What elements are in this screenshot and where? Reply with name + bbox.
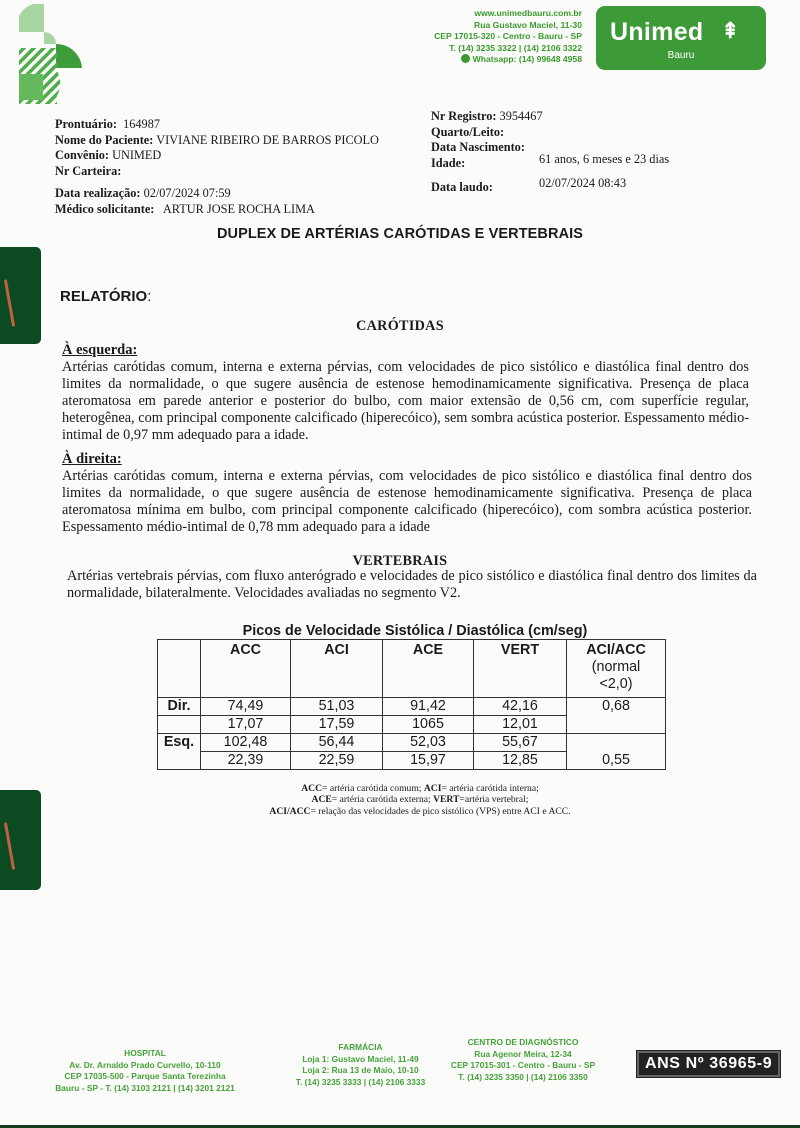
table-cell: 102,48 — [201, 734, 291, 752]
medico-row — [55, 202, 379, 218]
footer-diagnostico — [438, 1037, 608, 1083]
idade-row — [431, 151, 670, 172]
address-street: Rua Gustavo Maciel, 11-30 — [474, 19, 582, 30]
header-ace: ACE — [383, 640, 474, 698]
table-cell: 42,16 — [474, 698, 567, 716]
table-cell: 15,97 — [383, 752, 474, 770]
prontuario-value: 164987 — [123, 117, 160, 131]
diagnostico-title: CENTRO DE DIAGNÓSTICO — [467, 1037, 579, 1047]
table-cell: 55,67 — [474, 734, 567, 752]
table-legend — [150, 783, 690, 817]
relatorio-colon: : — [147, 288, 152, 305]
footer-farmacia — [268, 1042, 453, 1088]
registro-value: 3954467 — [499, 109, 543, 123]
farmacia-title: FARMÁCIA — [338, 1042, 383, 1052]
table-cell: 52,03 — [383, 734, 474, 752]
vertebrais-text: Artérias vertebrais pérvias, com fluxo anterógrado e velocidades de pico sistólico e diastólica final dentro dos limites da normalidade, bilateralmente. Velocidades avaliadas no segmento V2. — [67, 568, 757, 601]
carteira-label: Nr Carteira: — [55, 163, 122, 178]
carteira-row — [55, 164, 379, 180]
nascimento-row — [431, 140, 543, 156]
prontuario-row — [55, 117, 379, 133]
hospital-title: HOSPITAL — [124, 1048, 166, 1058]
header-vert: VERT — [474, 640, 567, 698]
registro-label: Nr Registro: — [431, 109, 497, 123]
data-realizacao-label: Data realização: — [55, 186, 141, 200]
table-header-row — [158, 640, 666, 698]
esquerda-label: À esquerda: — [62, 342, 138, 358]
legend-aci-abbr: ACI — [423, 783, 442, 794]
table-header-empty — [158, 640, 201, 698]
header-aci: ACI — [291, 640, 383, 698]
brand-name: Unimed — [610, 18, 704, 46]
table-cell: 22,59 — [291, 752, 383, 770]
direita-label: À direita: — [62, 451, 122, 467]
legend-ace-abbr: ACE — [311, 794, 332, 806]
header-acc: ACC — [201, 640, 291, 698]
binder-tab-bottom — [0, 790, 41, 890]
data-laudo-label: Data laudo: — [431, 180, 493, 194]
side-dir-label: Dir. — [158, 698, 201, 716]
legend-aci-def: = artéria carótida interna; — [441, 783, 539, 794]
legend-ratio-def: = relação das velocidades de pico sistólico (VPS) entre ACI e ACC. — [310, 805, 571, 817]
medico-label: Médico solicitante: — [55, 201, 155, 216]
unimed-brand-badge — [596, 6, 766, 70]
hospital-cep: CEP 17035-500 - Parque Santa Terezinha — [64, 1071, 226, 1081]
direita-text: Artérias carótidas comum, interna e externa pérvias, com velocidades de pico sistólico e diastólica final dentro dos limites da normalidade, o que sugere ausência de estenose hemodinamicamente significativa. Presença de placa ateromatosa mínima em bulbo, com principal componente calcificado (hiperecóico), com sombra acústica posterior. Espessamento médio-intimal de 0,78 mm adequado para a idade — [62, 468, 752, 535]
patient-name-value: VIVIANE RIBEIRO DE BARROS PICOLO — [156, 132, 379, 147]
carotidas-heading: CARÓTIDAS — [356, 318, 444, 334]
table-cell: 12,01 — [474, 716, 567, 734]
whatsapp-line — [434, 54, 582, 66]
table-cell-empty — [158, 716, 201, 734]
table-cell-empty — [158, 752, 201, 770]
table-cell: 74,49 — [201, 698, 291, 716]
registro-row — [431, 109, 543, 125]
legend-acc-def: = artéria carótida comum; — [322, 783, 424, 794]
table-cell: 17,07 — [201, 716, 291, 734]
legend-ace-def: = artéria carótida externa; — [331, 794, 434, 806]
brand-city: Bauru — [667, 50, 695, 61]
legend-ratio-abbr: ACI/ACC — [269, 805, 311, 817]
quarto-row — [431, 125, 543, 141]
table-cell: 12,85 — [474, 752, 567, 770]
legend-vert-def: =artéria vertebral; — [459, 794, 529, 806]
carotidas-direita — [62, 451, 752, 536]
website-link[interactable]: www.unimedbauru.com.br — [474, 8, 582, 18]
diagnostico-address: Rua Agenor Meira, 12-34 — [474, 1048, 572, 1059]
table-cell: 51,03 — [291, 698, 383, 716]
unimed-tree-icon: ⇞ — [721, 18, 740, 43]
phone-numbers: T. (14) 3235 3322 | (14) 2106 3322 — [449, 42, 582, 53]
table-cell: 22,39 — [201, 752, 291, 770]
table-cell: 56,44 — [291, 734, 383, 752]
diagnostico-cep: CEP 17015-301 - Centro - Bauru - SP — [450, 1060, 596, 1070]
hospital-phones: Bauru - SP - T. (14) 3103 2121 | (14) 3201 2121 — [55, 1082, 235, 1093]
velocity-table — [157, 639, 666, 770]
unimed-logo-icon — [16, 4, 84, 104]
patient-info-left — [55, 117, 379, 217]
idade-value: 61 anos, 6 meses e 23 dias — [539, 151, 670, 166]
whatsapp-text: Whatsapp: (14) 99648 4958 — [472, 54, 582, 65]
table-row — [158, 698, 666, 716]
binder-clip-icon — [4, 822, 15, 870]
header-ratio — [567, 640, 666, 698]
ratio-esq: 0,55 — [567, 734, 666, 770]
whatsapp-icon — [461, 54, 470, 63]
header-contact — [434, 8, 582, 66]
binder-clip-icon — [4, 279, 15, 327]
vertebrais-heading: VERTEBRAIS — [352, 553, 448, 569]
carotidas-esquerda — [62, 342, 749, 444]
ratio-note-2: <2,0) — [599, 676, 633, 692]
address-cep: CEP 17015-320 - Centro - Bauru - SP — [434, 31, 582, 42]
table-row — [158, 734, 666, 752]
patient-name-label: Nome do Paciente: — [55, 132, 154, 147]
relatorio-label: RELATÓRIO — [60, 288, 148, 305]
farmacia-loja1: Loja 1: Gustavo Maciel, 11-49 — [302, 1053, 419, 1064]
velocity-table-title: Picos de Velocidade Sistólica / Diastólica (cm/seg) — [242, 623, 588, 639]
patient-name-row — [55, 133, 379, 149]
side-esq-label: Esq. — [158, 734, 201, 752]
table-cell: 91,42 — [383, 698, 474, 716]
medico-value: ARTUR JOSE ROCHA LIMA — [162, 201, 315, 216]
diagnostico-phones: T. (14) 3235 3350 | (14) 2106 3350 — [458, 1071, 588, 1082]
farmacia-loja2: Loja 2: Rua 13 de Maio, 10-10 — [302, 1065, 419, 1075]
quarto-label: Quarto/Leito: — [431, 124, 505, 139]
ratio-header-label: ACI/ACC — [586, 642, 646, 658]
ratio-dir: 0,68 — [567, 698, 666, 734]
prontuario-label: Prontuário: — [55, 117, 117, 131]
nascimento-label: Data Nascimento: — [431, 140, 525, 154]
ratio-note-1: (normal — [591, 659, 641, 675]
idade-label: Idade: — [431, 155, 466, 170]
legend-vert-abbr: VERT — [433, 794, 460, 806]
data-realizacao-value: 02/07/2024 07:59 — [143, 186, 231, 200]
hospital-address: Av. Dr. Arnaldo Prado Curvello, 10-110 — [69, 1059, 221, 1070]
footer-hospital — [40, 1048, 250, 1094]
convenio-label: Convênio: — [55, 148, 109, 162]
table-cell: 1065 — [383, 716, 474, 734]
legend-acc-abbr: ACC — [301, 783, 323, 794]
exam-title: DUPLEX DE ARTÉRIAS CARÓTIDAS E VERTEBRAIS — [216, 226, 584, 242]
relatorio-heading — [60, 288, 151, 305]
esquerda-text: Artérias carótidas comum, interna e externa pérvias, com velocidades de pico sistólico e diastólica final dentro dos limites da normalidade, o que sugere ausência de estenose hemodinamicamente significativa. Presença de placa ateromatosa em parede anterior e posterior do bulbo, com maior extensão de 0,56 cm, com superfície regular, heterogênea, com principal componente calcificado (hiperecóico), sem sombra acústica posterior. Espessamento médio-intimal de 0,97 mm adequado para a idade. — [62, 359, 749, 443]
convenio-value: UNIMED — [112, 148, 162, 162]
ans-badge: ANS Nº 36965-9 — [637, 1051, 780, 1077]
patient-info-right — [431, 109, 670, 196]
data-laudo-row — [431, 176, 627, 196]
data-laudo-value: 02/07/2024 08:43 — [539, 176, 627, 190]
table-cell: 17,59 — [291, 716, 383, 734]
binder-tab-top — [0, 247, 41, 344]
convenio-row — [55, 148, 379, 164]
farmacia-phones: T. (14) 3235 3333 | (14) 2106 3333 — [295, 1076, 426, 1087]
data-realizacao-row — [55, 186, 379, 202]
